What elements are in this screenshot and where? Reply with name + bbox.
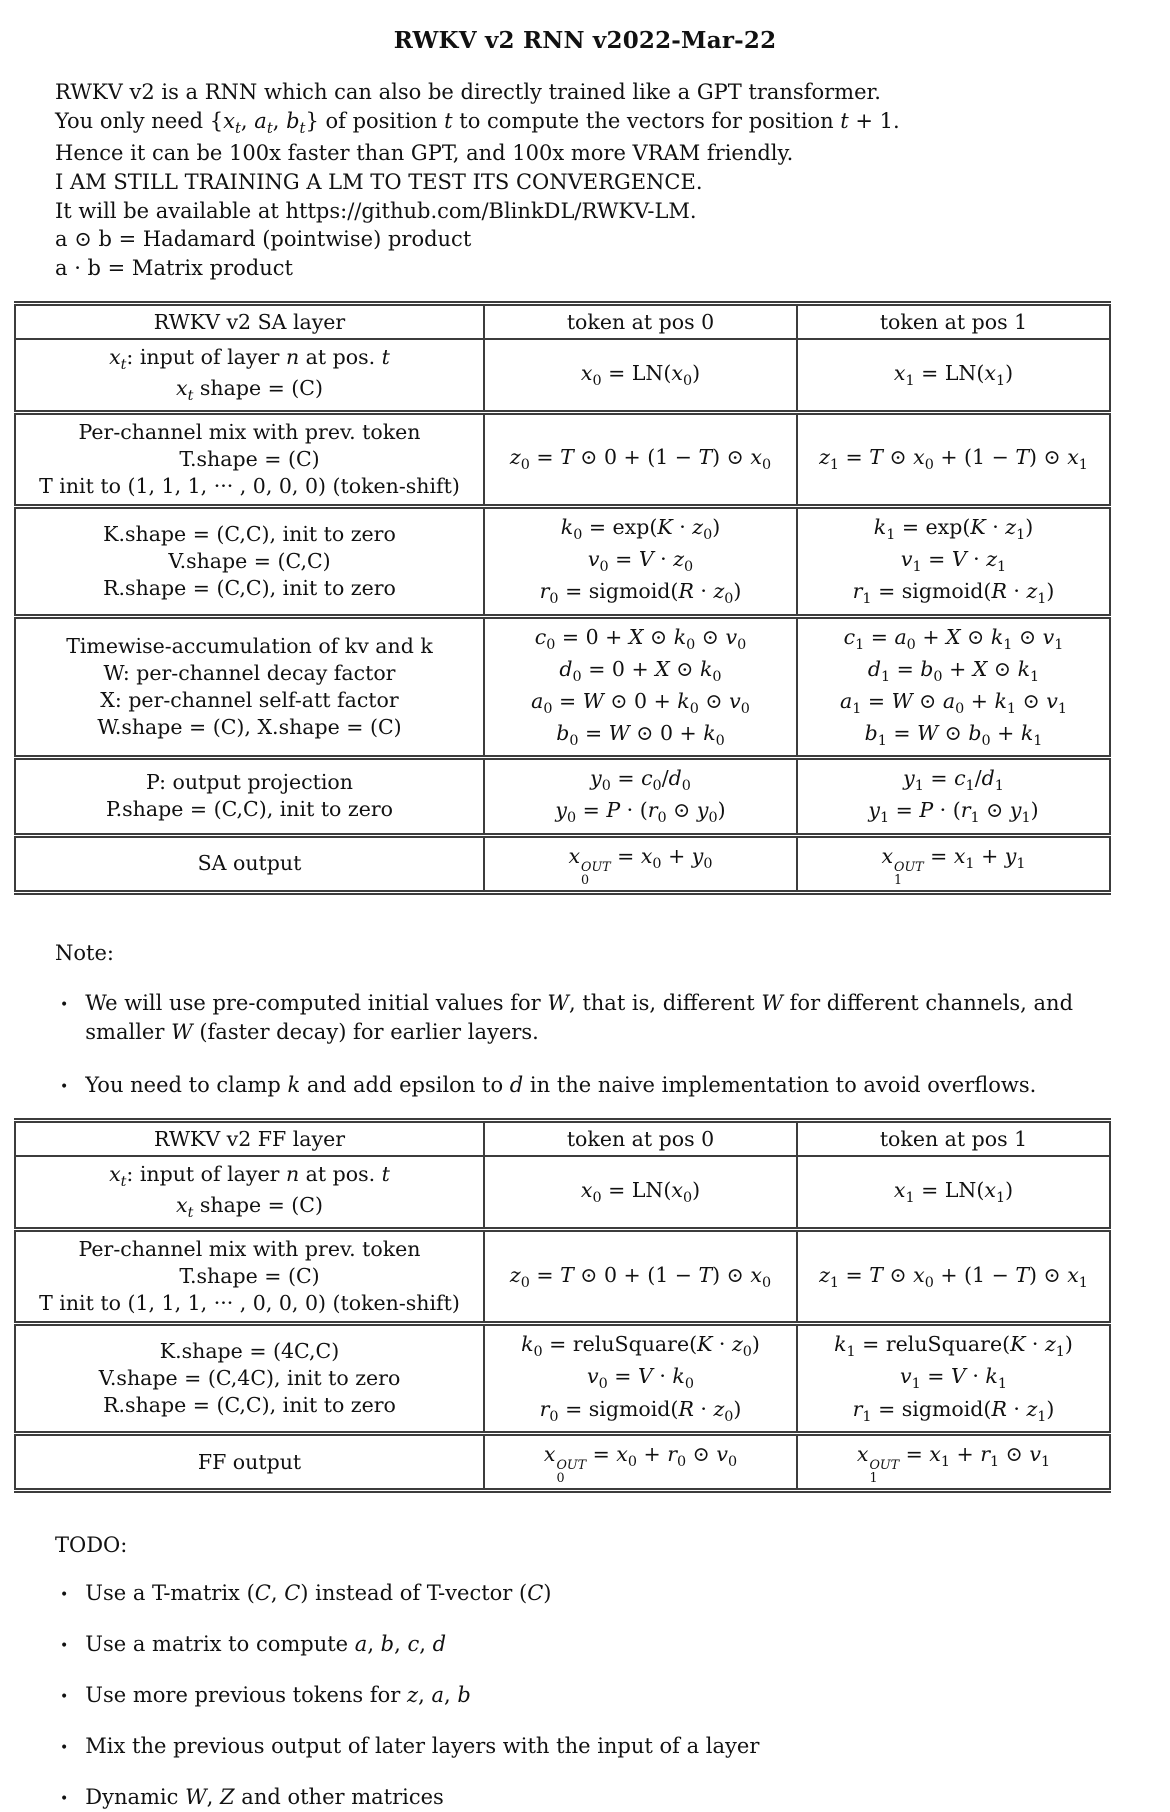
description-line: T.shape = (C): [179, 447, 320, 471]
description-line: X: per-channel self-att factor: [100, 687, 399, 712]
formula-line: $d_1 = b_0 + X$ ⊙ $k_1$: [867, 656, 1040, 685]
row-description-cell: [15, 1324, 484, 1434]
column-header-cell: token at pos 1: [797, 1121, 1110, 1157]
bullet-text: Dynamic W, Z and other matrices: [85, 1785, 444, 1810]
bullet-text: You need to clamp k and add epsilon to d in the naive implementation to avoid overflows.: [85, 1073, 1037, 1098]
formula-cell-pos1: [797, 1324, 1110, 1434]
formula-cell-pos1: [797, 758, 1110, 835]
bullet-item: [60, 1681, 1170, 1710]
formula-cell-pos0: [484, 1230, 797, 1324]
table-row: [15, 1156, 1110, 1230]
table-row: [15, 1230, 1110, 1324]
formula-line: $a_1 = W$ ⊙ $a_0 + k_1$ ⊙ $v_1$: [839, 688, 1067, 718]
formula-line: $x_1 = LN(x_1)$: [893, 1178, 1014, 1207]
formula-cell-pos0: [484, 758, 797, 835]
table-row: [15, 758, 1110, 835]
description-line: $x_t$ shape = (C): [176, 375, 323, 405]
table-row: [15, 616, 1110, 758]
bullet-item: [60, 1630, 1170, 1659]
note-list: [60, 989, 1170, 1100]
description-line: P.shape = (C,C), init to zero: [106, 797, 393, 822]
bullet-item: [60, 989, 1170, 1047]
intro-line: a ⊙ b = Hadamard (pointwise) product: [55, 227, 472, 252]
intro-line: RWKV v2 is a RNN which can also be directly trained like a GPT transformer.: [55, 80, 881, 104]
note-heading: Note:: [55, 941, 114, 966]
formula-line: x OUT 0 = $x_0 + r_0$ ⊙ $v_0$: [543, 1441, 738, 1485]
formula-cell-pos1: [797, 616, 1110, 758]
bullet-item: [60, 1783, 1170, 1812]
description-line: Per-channel mix with prev. token: [78, 419, 421, 444]
description-line: V.shape = (C,C): [168, 548, 331, 573]
intro-line: a · b = Matrix product: [55, 256, 293, 281]
todo-heading: TODO:: [55, 1533, 128, 1558]
description-line: $x_t$: input of layer n at pos. t: [109, 1162, 390, 1191]
formula-line: $v_0 = V \cdot z_0$: [587, 547, 694, 576]
formula-line: x OUT 1 = $x_1 + y_1$: [881, 843, 1026, 887]
formula-line: $c_0 = 0 + X$ ⊙ $k_0$ ⊙ $v_0$: [534, 624, 747, 653]
bullet-icon: •: [60, 1638, 69, 1655]
description-line: T.shape = (C): [179, 1264, 320, 1289]
description-line: P: output projection: [146, 770, 353, 795]
formula-line: $b_0 = W$ ⊙ $0 + k_0$: [556, 721, 725, 750]
column-header-cell: token at pos 1: [797, 303, 1110, 339]
column-header-cell: token at pos 0: [484, 303, 797, 339]
row-description-cell: [15, 339, 484, 413]
table-row: [15, 412, 1110, 506]
bullet-item: [60, 1579, 1170, 1608]
description-line: SA output: [197, 851, 302, 876]
description-line: R.shape = (C,C), init to zero: [103, 1393, 396, 1418]
row-description-cell: [15, 835, 484, 893]
intro-line: Hence it can be 100x faster than GPT, and 100x more VRAM friendly.: [55, 141, 794, 166]
row-description-cell: [15, 1433, 484, 1491]
formula-cell-pos1: [797, 1433, 1110, 1491]
formula-cell-pos0: [484, 339, 797, 413]
formula-cell-pos0: [484, 835, 797, 893]
formula-line: $r_0$ = sigmoid(R · $z_0$): [539, 579, 742, 608]
sa-layer-table: [14, 301, 1111, 895]
description-line: K.shape = (C,C), init to zero: [103, 521, 396, 546]
description-line: K.shape = (4C,C): [159, 1338, 340, 1363]
formula-cell-pos1: [797, 1230, 1110, 1324]
description-line: V.shape = (C,4C), init to zero: [98, 1365, 401, 1390]
table-row: [15, 1433, 1110, 1491]
intro-line: You only need {$x_t$, $a_t$, $b_t$} of position t to compute the vectors for position t + 1.: [55, 108, 900, 137]
formula-line: $y_0 = P \cdot (r_0$ ⊙ $y_0$): [555, 798, 726, 827]
bullet-text: We will use pre-computed initial values for W, that is, different W for different channels, and smaller W (faster decay) for earlier layers.: [85, 991, 1074, 1045]
formula-cell-pos1: [797, 507, 1110, 617]
formula-line: $v_1 = V \cdot k_1$: [900, 1364, 1007, 1393]
bullet-text: Use a T-matrix (C, C) instead of T-vector (C): [85, 1581, 552, 1606]
row-description-cell: [15, 412, 484, 506]
formula-line: $r_1$ = sigmoid(R · $z_1$): [852, 579, 1055, 608]
row-description-cell: [15, 1230, 484, 1324]
description-line: T init to (1, 1, 1, ··· , 0, 0, 0) (token-shift): [39, 474, 460, 499]
bullet-icon: •: [60, 1587, 69, 1604]
formula-cell-pos0: [484, 1433, 797, 1491]
bullet-text: Mix the previous output of later layers with the input of a layer: [85, 1734, 760, 1759]
description-line: W: per-channel decay factor: [103, 660, 396, 685]
formula-cell-pos0: [484, 616, 797, 758]
formula-line: $z_1 = T$ ⊙ $x_0 + (1 - T)$ ⊙ $x_1$: [819, 445, 1088, 474]
intro-line: It will be available at https://github.com/BlinkDL/RWKV-LM.: [55, 198, 697, 223]
formula-line: $r_1$ = sigmoid(R · $z_1$): [852, 1396, 1055, 1425]
formula-line: $x_1 = LN(x_1)$: [893, 360, 1014, 389]
formula-cell-pos1: [797, 412, 1110, 506]
formula-line: $y_0 = c_0/d_0$: [590, 766, 691, 795]
description-line: $x_t$: input of layer n at pos. t: [109, 344, 390, 374]
bullet-item: [60, 1732, 1170, 1761]
description-line: W.shape = (C), X.shape = (C): [97, 715, 402, 739]
row-description-cell: [15, 758, 484, 835]
intro-line: I AM STILL TRAINING A LM TO TEST ITS CONVERGENCE.: [55, 169, 703, 194]
formula-line: $b_1 = W$ ⊙ $b_0 + k_1$: [864, 721, 1043, 750]
table-row: [15, 835, 1110, 893]
table-title-cell: RWKV v2 SA layer: [153, 309, 346, 334]
formula-line: $y_1 = c_1/d_1$: [903, 766, 1004, 795]
formula-line: $y_1 = P \cdot (r_1$ ⊙ $y_1$): [868, 798, 1039, 827]
formula-cell-pos1: [797, 1156, 1110, 1230]
column-header-cell: token at pos 0: [484, 1121, 797, 1157]
formula-line: x OUT 1 = $x_1 + r_1$ ⊙ $v_1$: [856, 1441, 1051, 1485]
formula-cell-pos0: [484, 412, 797, 506]
formula-cell-pos0: [484, 1324, 797, 1434]
bullet-icon: •: [60, 1740, 69, 1757]
formula-line: $z_0 = T$ ⊙ 0 + (1 − T) ⊙ $x_0$: [509, 1262, 772, 1291]
bullet-icon: •: [60, 1791, 69, 1808]
row-description-cell: [15, 616, 484, 758]
bullet-icon: •: [60, 997, 69, 1014]
row-description-cell: [15, 1156, 484, 1230]
description-line: R.shape = (C,C), init to zero: [103, 575, 396, 600]
table-title-cell: RWKV v2 FF layer: [153, 1127, 346, 1152]
formula-line: $d_0 = 0 + X$ ⊙ $k_0$: [559, 656, 722, 685]
formula-line: $k_0 = \exp(K \cdot z_0)$: [560, 515, 721, 544]
formula-line: $c_1 = a_0 + X$ ⊙ $k_1$ ⊙ $v_1$: [843, 624, 1064, 653]
formula-cell-pos0: [484, 1156, 797, 1230]
table-row: [15, 339, 1110, 413]
description-line: $x_t$ shape = (C): [176, 1193, 323, 1222]
table-row: [15, 507, 1110, 617]
description-line: Per-channel mix with prev. token: [78, 1237, 421, 1262]
formula-cell-pos1: [797, 835, 1110, 893]
bullet-text: Use more previous tokens for z, a, b: [85, 1683, 471, 1708]
description-line: T init to (1, 1, 1, ··· , 0, 0, 0) (token-shift): [39, 1291, 460, 1316]
intro-paragraph: [55, 78, 1170, 283]
table-header-row: [15, 303, 1110, 339]
formula-line: $k_1 = \exp(K \cdot z_1)$: [873, 515, 1034, 544]
table-row: [15, 1324, 1110, 1434]
formula-line: $v_0 = V \cdot k_0$: [587, 1364, 694, 1393]
row-description-cell: [15, 507, 484, 617]
formula-line: $k_0$ = reluSquare(K · $z_0$): [521, 1332, 760, 1361]
todo-list: [60, 1579, 1170, 1812]
bullet-item: [60, 1071, 1170, 1100]
table-header-row: [15, 1121, 1110, 1157]
bullet-text: Use a matrix to compute a, b, c, d: [85, 1632, 447, 1657]
formula-line: x OUT 0 = $x_0 + y_0$: [568, 843, 713, 887]
description-line: FF output: [197, 1449, 302, 1474]
formula-cell-pos1: [797, 339, 1110, 413]
formula-line: $v_1 = V \cdot z_1$: [900, 547, 1007, 576]
page-title: RWKV v2 RNN v2022-Mar-22: [393, 27, 777, 54]
formula-line: $r_0$ = sigmoid(R · $z_0$): [539, 1396, 742, 1425]
bullet-icon: •: [60, 1689, 69, 1706]
formula-cell-pos0: [484, 507, 797, 617]
formula-line: $z_0 = T$ ⊙ 0 + (1 − T) ⊙ $x_0$: [509, 445, 772, 474]
formula-line: $x_0 = LN(x_0)$: [580, 360, 701, 389]
bullet-icon: •: [60, 1079, 69, 1096]
formula-line: $a_0 = W$ ⊙ $0 + k_0$ ⊙ $v_0$: [531, 688, 750, 718]
ff-layer-table: [14, 1118, 1111, 1493]
formula-line: $k_1$ = reluSquare(K · $z_1$): [834, 1332, 1073, 1361]
description-line: Timewise-accumulation of kv and k: [66, 633, 433, 658]
formula-line: $z_1 = T$ ⊙ $x_0 + (1 - T)$ ⊙ $x_1$: [819, 1262, 1088, 1291]
formula-line: $x_0 = LN(x_0)$: [580, 1178, 701, 1207]
